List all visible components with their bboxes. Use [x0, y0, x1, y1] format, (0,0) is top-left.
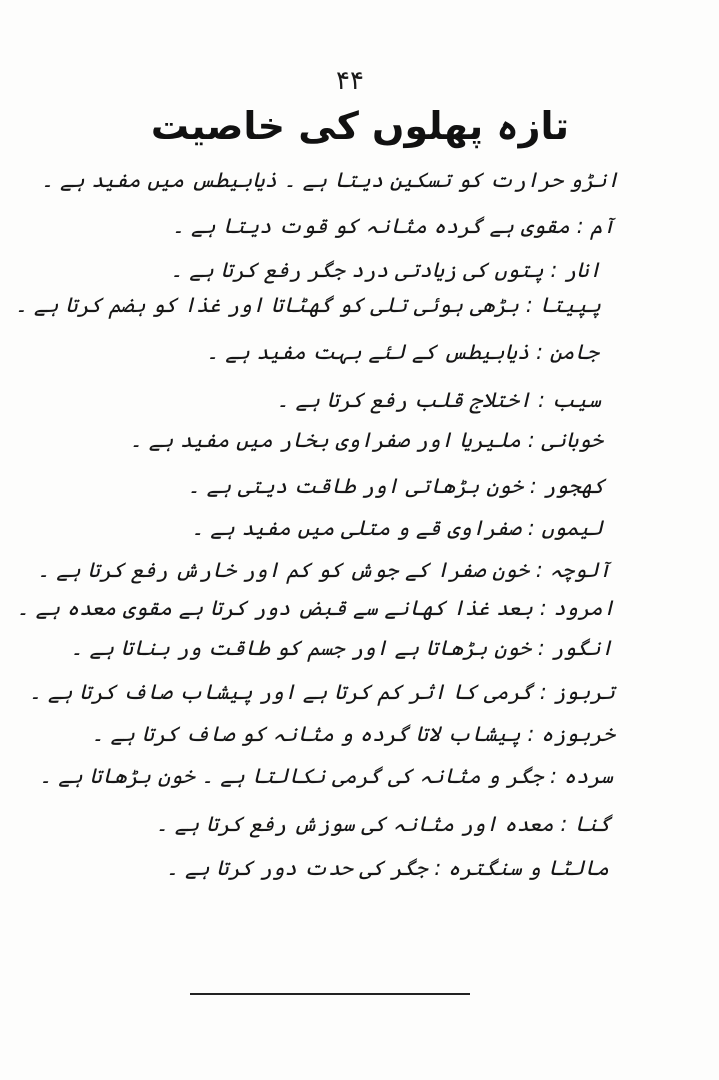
list-item: سیب : اختلاج قلب رفع کرتا ہے ۔: [276, 388, 601, 412]
list-item: آم : مقوی ہے گردہ مثانہ کو قوت دیتا ہے ۔: [172, 214, 615, 238]
list-item: امرود : بعد غذا کھانے سے قبض دور کرتا ہے مقوی معدہ ہے ۔: [16, 596, 615, 620]
page-title: تازہ پھلوں کی خاصیت: [150, 104, 570, 148]
list-item: انار : پتوں کی زیادتی درد جگر رفع کرتا ہے ۔: [170, 258, 601, 282]
list-item: کھجور : خون بڑھاتی اور طاقت دیتی ہے ۔: [187, 474, 605, 498]
list-item: انڑو حرارت کو تسکین دیتا ہے ۔ ذیابیطس میں مفید ہے ۔: [41, 168, 619, 192]
list-item: گنا : معدہ اور مثانہ کی سوزش رفع کرتا ہے ۔: [155, 812, 611, 836]
list-item: جامن : ذیابیطس کے لئے بہت مفید ہے ۔: [206, 340, 599, 364]
list-item: خربوزہ : پیشاب لاتا گردہ و مثانہ کو صاف کرتا ہے ۔: [91, 722, 615, 746]
list-item: پپیتا : بڑھی ہوئی تلی کو گھٹاتا اور غذا کو ہضم کرتا ہے ۔: [14, 293, 601, 317]
bottom-divider: [190, 993, 470, 995]
list-item: آلوچہ : خون صفرا کے جوش کو کم اور خارش رفع کرتا ہے ۔: [37, 558, 611, 582]
page-number: ۴۴: [336, 66, 364, 96]
list-item: انگور : خون بڑھاتا ہے اور جسم کو طاقت ور بناتا ہے ۔: [70, 636, 613, 660]
list-item: مالٹا و سنگترہ : جگر کی حدت دور کرتا ہے ۔: [166, 856, 609, 880]
list-item: لیموں : صفراوی قے و متلی میں مفید ہے ۔: [191, 516, 603, 540]
list-item: تربوز : گرمی کا اثر کم کرتا ہے اور پیشاب صاف کرتا ہے ۔: [28, 680, 615, 704]
list-item: خوبانی : ملیریا اور صفراوی بخار میں مفید ہے ۔: [129, 428, 603, 452]
list-item: سردہ : جگر و مثانہ کی گرمی نکالتا ہے ۔ خون بڑھاتا ہے ۔: [39, 764, 613, 788]
